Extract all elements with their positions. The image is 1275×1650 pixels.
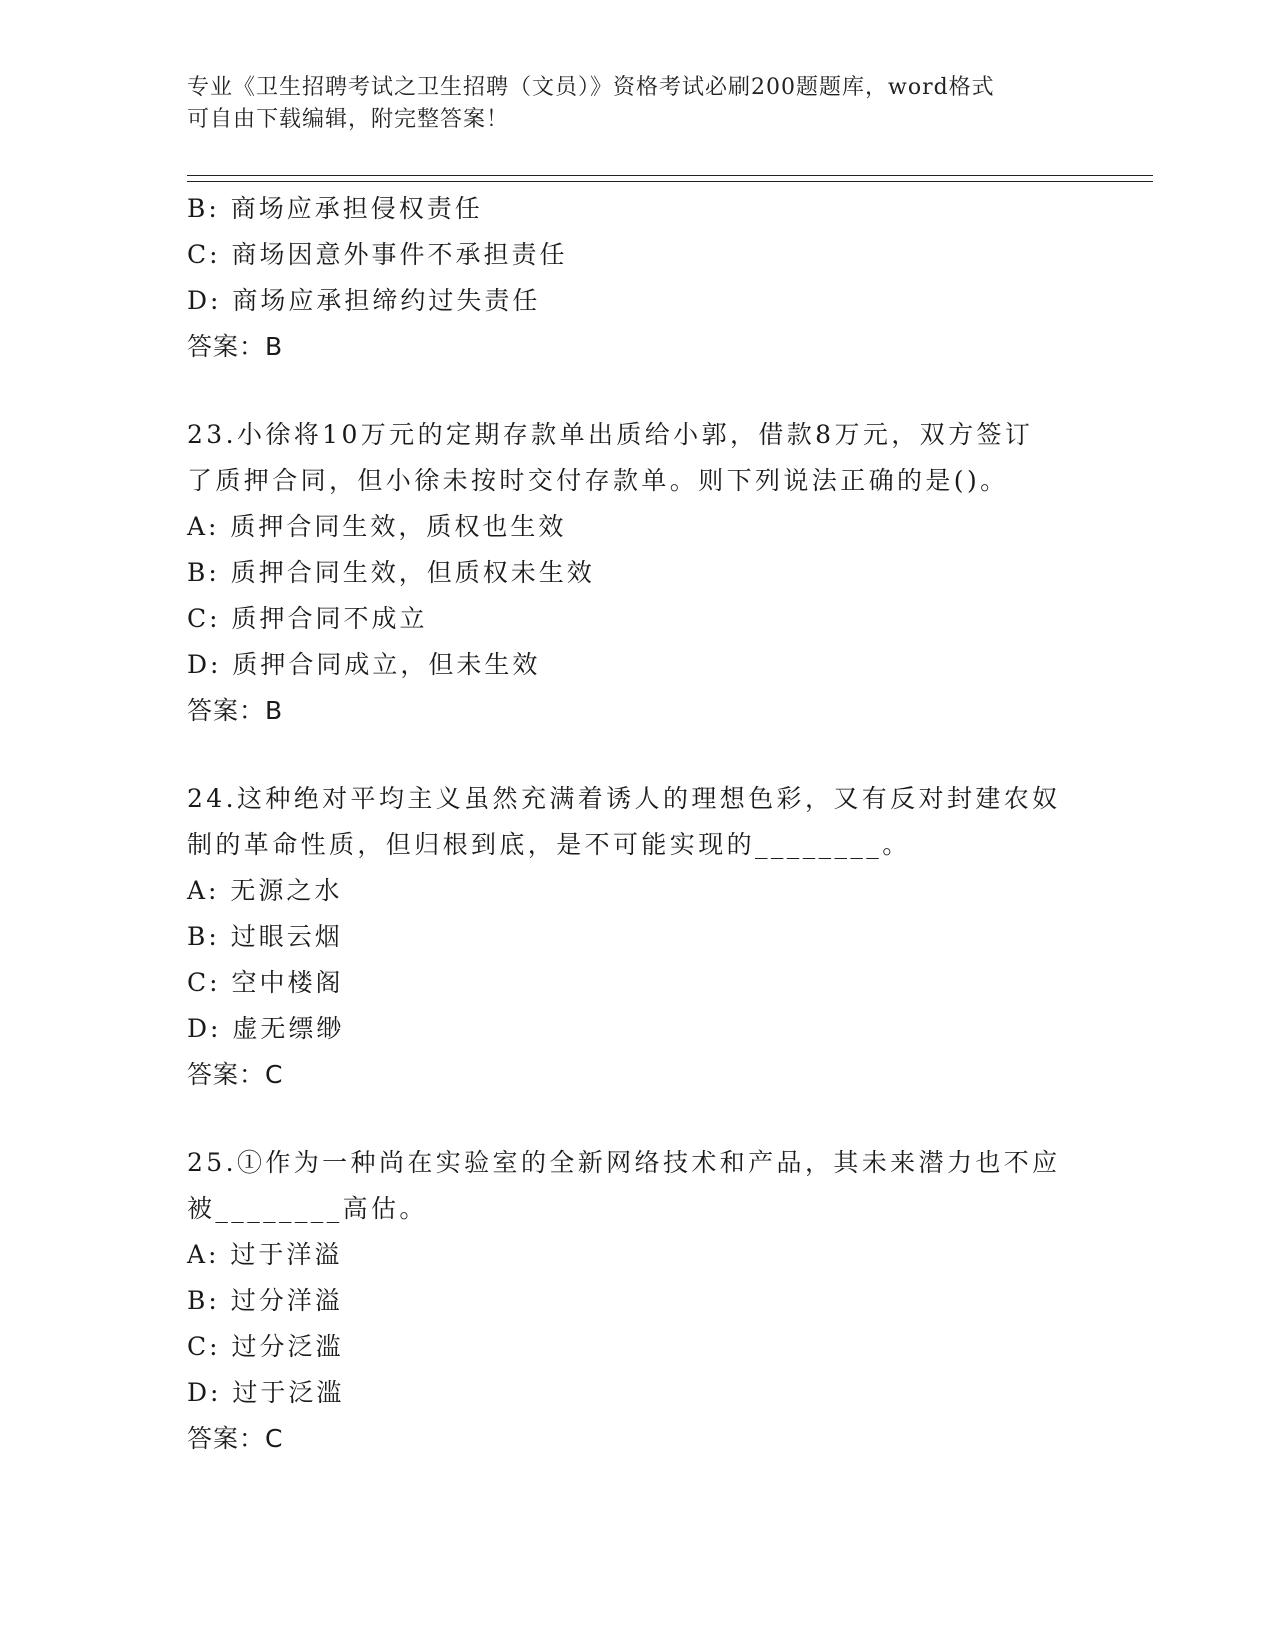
option-b: B: 质押合同生效，但质权未生效 bbox=[187, 558, 595, 587]
question-stem-line: 被________高估。 bbox=[187, 1194, 428, 1223]
answer-line: 答案：C bbox=[187, 1424, 284, 1453]
option-a: A: 质押合同生效，质权也生效 bbox=[187, 512, 567, 541]
header-line-2: 可自由下载编辑，附完整答案！ bbox=[187, 107, 510, 132]
option-d: D: 质押合同成立，但未生效 bbox=[187, 650, 541, 679]
option-c: C: 过分泛滥 bbox=[187, 1332, 344, 1361]
header-divider-top bbox=[187, 175, 1153, 176]
document-body bbox=[187, 186, 1087, 1462]
option-b: B: 商场应承担侵权责任 bbox=[187, 194, 483, 223]
option-b: B: 过眼云烟 bbox=[187, 922, 343, 951]
question-stem-line: 25.①作为一种尚在实验室的全新网络技术和产品，其未来潜力也不应 bbox=[187, 1148, 1061, 1177]
answer-line: 答案：B bbox=[187, 332, 284, 361]
option-c: C: 空中楼阁 bbox=[187, 968, 344, 997]
header-line-1: 专业《卫生招聘考试之卫生招聘（文员）》资格考试必刷200题题库，word格式 bbox=[187, 75, 995, 100]
option-d: D: 商场应承担缔约过失责任 bbox=[187, 286, 541, 315]
answer-line: 答案：C bbox=[187, 1060, 284, 1089]
question-stem-line: 了质押合同，但小徐未按时交付存款单。则下列说法正确的是()。 bbox=[187, 466, 1009, 495]
option-c: C: 商场因意外事件不承担责任 bbox=[187, 240, 568, 269]
question-25 bbox=[187, 1140, 1087, 1462]
option-a: A: 无源之水 bbox=[187, 876, 343, 905]
question-22-continued bbox=[187, 186, 1087, 370]
question-stem-line: 制的革命性质，但归根到底，是不可能实现的________。 bbox=[187, 830, 911, 859]
question-stem-line: 24.这种绝对平均主义虽然充满着诱人的理想色彩，又有反对封建农奴 bbox=[187, 784, 1061, 813]
question-stem-line: 23.小徐将10万元的定期存款单出质给小郭，借款8万元，双方签订 bbox=[187, 420, 1034, 449]
document-header bbox=[187, 72, 1087, 136]
question-24 bbox=[187, 776, 1087, 1098]
option-d: D: 过于泛滥 bbox=[187, 1378, 345, 1407]
answer-line: 答案：B bbox=[187, 696, 284, 725]
header-divider-bottom bbox=[187, 181, 1153, 182]
option-c: C: 质押合同不成立 bbox=[187, 604, 428, 633]
option-b: B: 过分洋溢 bbox=[187, 1286, 343, 1315]
question-23 bbox=[187, 412, 1087, 734]
option-a: A: 过于洋溢 bbox=[187, 1240, 343, 1269]
option-d: D: 虚无缥缈 bbox=[187, 1014, 345, 1043]
